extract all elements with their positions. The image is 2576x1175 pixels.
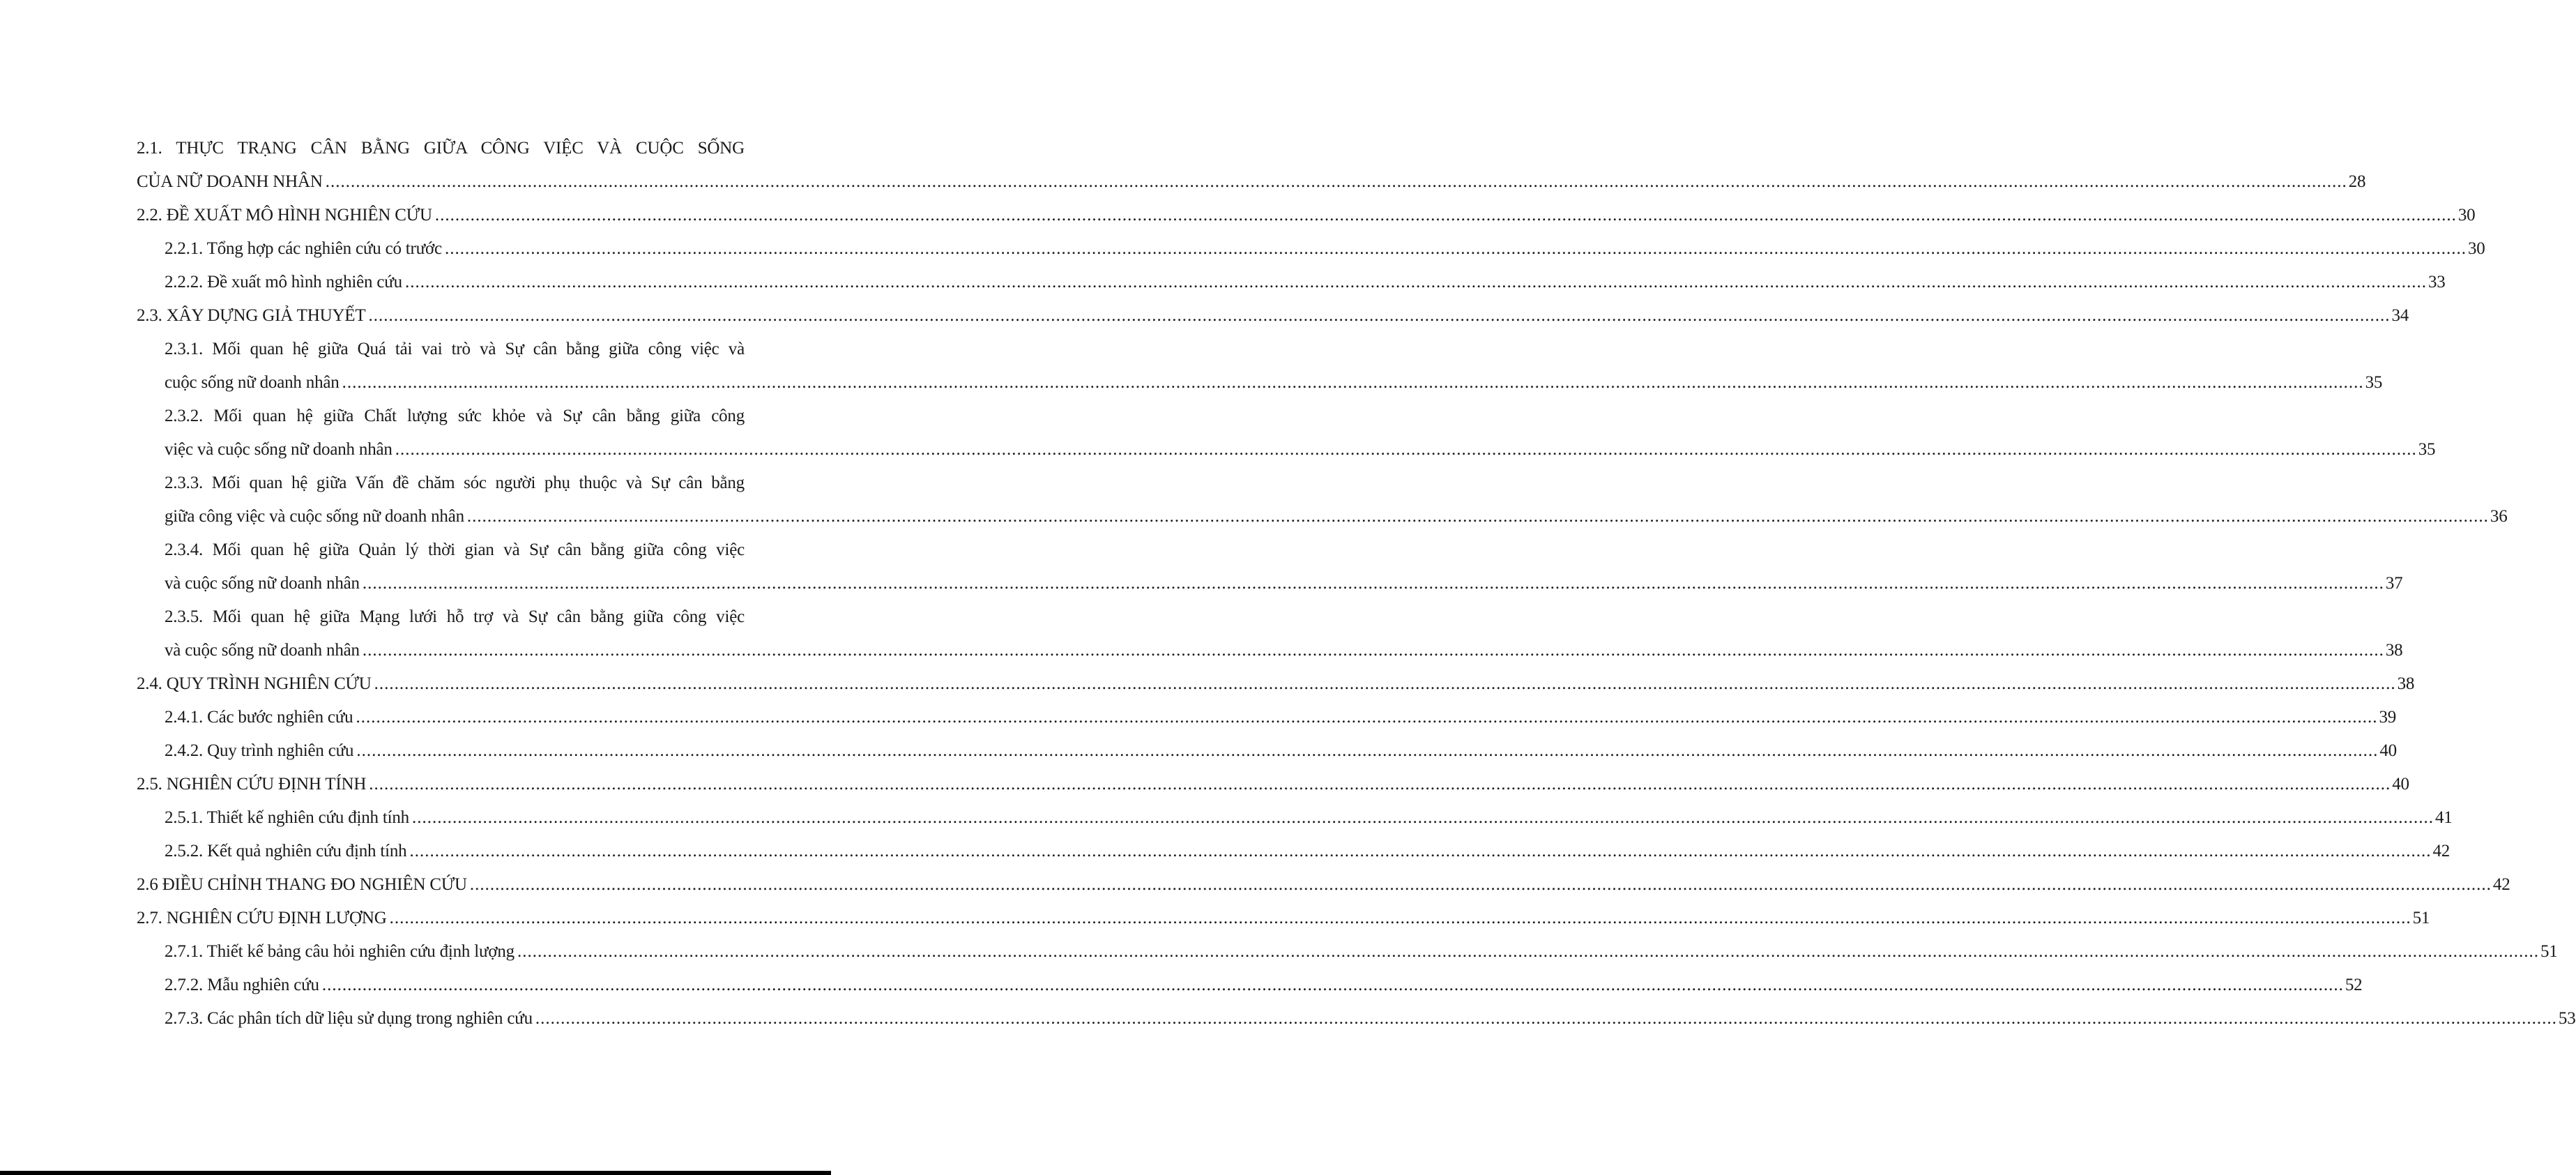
toc-entry-line <box>165 734 2397 768</box>
toc-entry-page-number: 51 <box>2540 942 2558 961</box>
dot-leader: ................................................................................................................................................................................................................................................................................................................................................................................................................ <box>389 909 2411 927</box>
toc-entry-line <box>165 266 2446 299</box>
toc-entry-title: 2.7. NGHIÊN CỨU ĐỊNH LƯỢNG <box>137 909 387 927</box>
toc-entry-section[interactable] <box>137 132 2366 199</box>
toc-entry-subsection[interactable] <box>165 266 2446 299</box>
toc-entry-title: 2.7.3. Các phân tích dữ liệu sử dụng trong nghiên cứu <box>165 1009 533 1028</box>
toc-entry-line <box>165 433 2436 467</box>
toc-entry-subsection[interactable] <box>165 333 2383 400</box>
toc-entry-line <box>165 567 2403 600</box>
dot-leader: ................................................................................................................................................................................................................................................................................................................................................................................................................ <box>368 306 2391 325</box>
toc-entry-line <box>165 500 2508 533</box>
dot-leader: ................................................................................................................................................................................................................................................................................................................................................................................................................ <box>469 875 2492 894</box>
dot-leader: ................................................................................................................................................................................................................................................................................................................................................................................................................ <box>466 507 2489 526</box>
dot-leader: ................................................................................................................................................................................................................................................................................................................................................................................................................ <box>374 674 2396 693</box>
toc-entry-subsection[interactable] <box>165 467 2508 533</box>
toc-entry-line <box>137 768 2409 801</box>
toc-entry-page-number: 28 <box>2348 172 2366 191</box>
toc-entry-line <box>137 902 2430 935</box>
toc-entry-title-line: 2.3.1. Mối quan hệ giữa Quá tải vai trò và Sự cân bằng giữa công việc và <box>165 340 745 358</box>
toc-entry-subsection[interactable] <box>165 801 2453 835</box>
toc-entry-title: 2.5. NGHIÊN CỨU ĐỊNH TÍNH <box>137 775 367 794</box>
dot-leader: ................................................................................................................................................................................................................................................................................................................................................................................................................ <box>535 1009 2557 1028</box>
dot-leader: ................................................................................................................................................................................................................................................................................................................................................................................................................ <box>356 708 2378 727</box>
toc-entry-page-number: 39 <box>2379 708 2397 727</box>
dot-leader: ................................................................................................................................................................................................................................................................................................................................................................................................................ <box>404 273 2427 291</box>
toc-entry-line <box>137 868 2510 902</box>
toc-entry-section[interactable] <box>137 768 2409 801</box>
toc-entry-title: 2.6 ĐIỀU CHỈNH THANG ĐO NGHIÊN CỨU <box>137 875 467 894</box>
toc-entry-line <box>165 232 2485 266</box>
toc-entry-subsection[interactable] <box>165 835 2451 868</box>
toc-entry-page-number: 34 <box>2391 306 2409 325</box>
dot-leader: ................................................................................................................................................................................................................................................................................................................................................................................................................ <box>409 842 2432 861</box>
toc-entry-line <box>137 667 2415 701</box>
toc-entry-section[interactable] <box>137 868 2510 902</box>
toc-entry-page-number: 40 <box>2392 775 2409 794</box>
toc-entry-title-line: 2.3.4. Mối quan hệ giữa Quản lý thời gian và Sự cân bằng giữa công việc <box>165 540 745 559</box>
toc-entry-subsection[interactable] <box>165 935 2558 969</box>
toc-entry-subsection[interactable] <box>165 533 2403 600</box>
toc-entry-line <box>165 969 2363 1002</box>
toc-entry-title-line: 2.3.5. Mối quan hệ giữa Mạng lưới hỗ trợ và Sự cân bằng giữa công việc <box>165 607 745 626</box>
dot-leader: ................................................................................................................................................................................................................................................................................................................................................................................................................ <box>434 206 2457 225</box>
toc-entry-title: cuộc sống nữ doanh nhân <box>165 373 340 392</box>
toc-entry-page-number: 51 <box>2412 909 2430 927</box>
toc-entry-section[interactable] <box>137 902 2430 935</box>
toc-entry-title-line: 2.3.2. Mối quan hệ giữa Chất lượng sức khỏe và Sự cân bằng giữa công <box>165 407 745 425</box>
toc-entry-subsection[interactable] <box>165 701 2397 734</box>
dot-leader: ................................................................................................................................................................................................................................................................................................................................................................................................................ <box>325 172 2347 191</box>
toc-entry-title: 2.4.2. Quy trình nghiên cứu <box>165 741 354 760</box>
toc-entry-line <box>137 299 2409 333</box>
toc-entry-page-number: 30 <box>2457 206 2476 225</box>
toc-entry-subsection[interactable] <box>165 400 2436 467</box>
dot-leader: ................................................................................................................................................................................................................................................................................................................................................................................................................ <box>411 808 2434 827</box>
toc-entry-title: 2.2.1. Tổng hợp các nghiên cứu có trước <box>165 239 442 258</box>
toc-entry-page-number: 40 <box>2379 741 2397 760</box>
bottom-edge-bar <box>0 1171 831 1175</box>
toc-entry-subsection[interactable] <box>165 1002 2576 1036</box>
toc-entry-title-line: 2.1. THỰC TRẠNG CÂN BẰNG GIỮA CÔNG VIỆC VÀ CUỘC SỐNG <box>137 139 745 158</box>
dot-leader: ................................................................................................................................................................................................................................................................................................................................................................................................................ <box>356 741 2379 760</box>
toc-entry-subsection[interactable] <box>165 734 2397 768</box>
toc-entry-page-number: 38 <box>2385 641 2403 660</box>
toc-entry-title: và cuộc sống nữ doanh nhân <box>165 574 360 593</box>
toc-entry-page-number: 38 <box>2397 674 2415 693</box>
toc-entry-subsection[interactable] <box>165 600 2403 667</box>
dot-leader: ................................................................................................................................................................................................................................................................................................................................................................................................................ <box>342 373 2364 392</box>
table-of-contents <box>137 132 2576 1036</box>
toc-entry-title: 2.4. QUY TRÌNH NGHIÊN CỨU <box>137 674 372 693</box>
toc-entry-line <box>165 801 2453 835</box>
toc-entry-title: 2.3. XÂY DỰNG GIẢ THUYẾT <box>137 306 366 325</box>
toc-entry-line <box>165 366 2383 400</box>
dot-leader: ................................................................................................................................................................................................................................................................................................................................................................................................................ <box>517 942 2539 961</box>
toc-entry-title: 2.2.2. Đề xuất mô hình nghiên cứu <box>165 273 402 291</box>
toc-entry-page-number: 30 <box>2467 239 2485 258</box>
toc-entry-title: 2.2. ĐỀ XUẤT MÔ HÌNH NGHIÊN CỨU <box>137 206 432 225</box>
toc-entry-section[interactable] <box>137 199 2476 232</box>
toc-entry-page-number: 35 <box>2418 440 2436 459</box>
toc-entry-page-number: 52 <box>2345 976 2363 994</box>
toc-entry-line <box>165 701 2397 734</box>
toc-entry-page-number: 35 <box>2365 373 2383 392</box>
toc-entry-title: 2.7.2. Mẫu nghiên cứu <box>165 976 319 994</box>
dot-leader: ................................................................................................................................................................................................................................................................................................................................................................................................................ <box>369 775 2391 794</box>
toc-entry-page-number: 33 <box>2428 273 2446 291</box>
toc-entry-page-number: 42 <box>2492 875 2510 894</box>
toc-entry-section[interactable] <box>137 299 2409 333</box>
toc-entry-line <box>137 199 2476 232</box>
dot-leader: ................................................................................................................................................................................................................................................................................................................................................................................................................ <box>362 641 2384 660</box>
toc-entry-section[interactable] <box>137 667 2415 701</box>
toc-entry-title: và cuộc sống nữ doanh nhân <box>165 641 360 660</box>
toc-entry-subsection[interactable] <box>165 969 2363 1002</box>
toc-entry-title: việc và cuộc sống nữ doanh nhân <box>165 440 393 459</box>
toc-entry-line <box>165 634 2403 667</box>
toc-entry-title-line: 2.3.3. Mối quan hệ giữa Vấn đề chăm sóc người phụ thuộc và Sự cân bằng <box>165 473 745 492</box>
toc-entry-page-number: 37 <box>2385 574 2403 593</box>
toc-entry-title: 2.7.1. Thiết kế bảng câu hỏi nghiên cứu định lượng <box>165 942 515 961</box>
toc-entry-line <box>137 165 2366 199</box>
toc-entry-line <box>165 835 2451 868</box>
toc-entry-line <box>165 935 2558 969</box>
toc-entry-page-number: 36 <box>2490 507 2508 526</box>
dot-leader: ................................................................................................................................................................................................................................................................................................................................................................................................................ <box>395 440 2417 459</box>
toc-entry-title: 2.5.1. Thiết kế nghiên cứu định tính <box>165 808 409 827</box>
dot-leader: ................................................................................................................................................................................................................................................................................................................................................................................................................ <box>444 239 2467 258</box>
toc-entry-page-number: 42 <box>2432 842 2451 861</box>
toc-entry-title: CỦA NỮ DOANH NHÂN <box>137 172 323 191</box>
dot-leader: ................................................................................................................................................................................................................................................................................................................................................................................................................ <box>362 574 2384 593</box>
toc-entry-title: 2.4.1. Các bước nghiên cứu <box>165 708 353 727</box>
dot-leader: ................................................................................................................................................................................................................................................................................................................................................................................................................ <box>321 976 2344 994</box>
toc-entry-line <box>165 1002 2576 1036</box>
toc-entry-page-number: 53 <box>2558 1009 2576 1028</box>
toc-entry-subsection[interactable] <box>165 232 2485 266</box>
toc-entry-page-number: 41 <box>2434 808 2453 827</box>
toc-entry-title: 2.5.2. Kết quả nghiên cứu định tính <box>165 842 407 861</box>
toc-entry-title: giữa công việc và cuộc sống nữ doanh nhân <box>165 507 464 526</box>
